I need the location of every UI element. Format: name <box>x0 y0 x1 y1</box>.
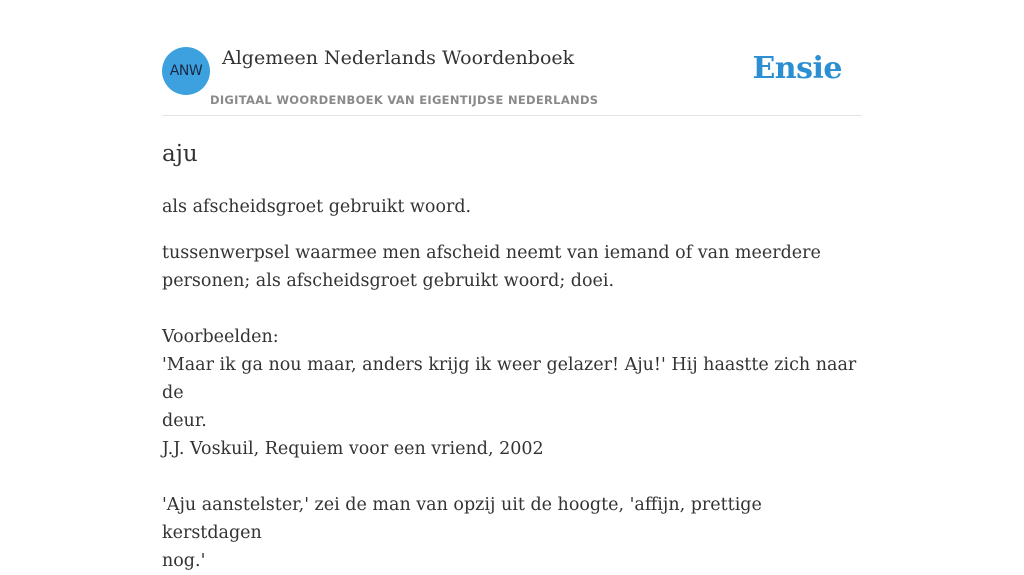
site-title[interactable]: Algemeen Nederlands Woordenboek <box>222 47 575 69</box>
site-header <box>162 0 862 116</box>
ensie-logo-link[interactable]: Ensie <box>752 51 842 86</box>
example-quote-line: 'Maar ik ga nou maar, anders krijg ik weer gelazer! Aju!' Hij haastte zich naar de <box>162 355 857 403</box>
site-subtitle: DIGITAAL WOORDENBOEK VAN EIGENTIJDSE NEDERLANDS <box>210 93 599 107</box>
definition-line: personen; als afscheidsgroet gebruikt woord; doei. <box>162 271 615 291</box>
examples-heading: Voorbeelden: <box>162 327 279 347</box>
entry-word: aju <box>162 141 198 167</box>
example-source: J.J. Voskuil, Requiem voor een vriend, 2002 <box>162 439 544 459</box>
definition-line <box>162 463 862 491</box>
short-definition: als afscheidsgroet gebruikt woord. <box>162 197 472 217</box>
long-definition <box>162 239 862 575</box>
anw-logo[interactable]: ANW <box>162 47 210 95</box>
page-container <box>162 0 862 571</box>
definition-line: tussenwerpsel waarmee men afscheid neemt van iemand of van meerdere <box>162 243 821 263</box>
example-quote-line: 'Aju aanstelster,' zei de man van opzij uit de hoogte, 'affijn, prettige kerstdagen <box>162 495 762 543</box>
definition-line <box>162 295 862 323</box>
example-quote-line: nog.' <box>162 551 206 571</box>
example-quote-line: deur. <box>162 411 207 431</box>
